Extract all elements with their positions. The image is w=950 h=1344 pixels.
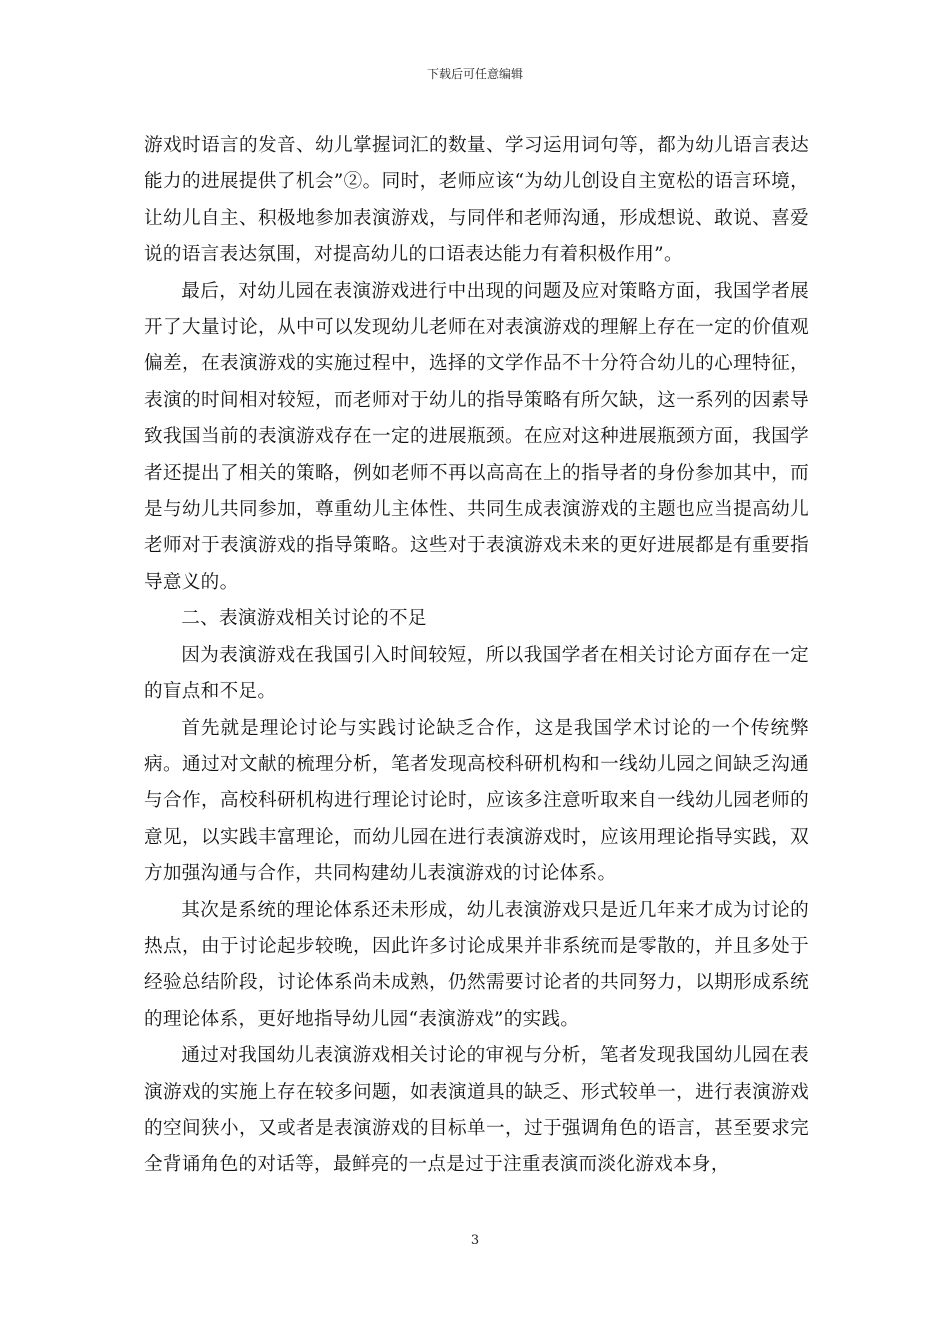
paragraph-continued: 游戏时语言的发音、幼儿掌握词汇的数量、学习运用词句等，都为幼儿语言表达能力的进展提供了机会”②。同时，老师应该“为幼儿创设自主宽松的语言环境，让幼儿自主、积极地参加表演游戏，与同伴和老师沟通，形成想说、敢说、喜爱说的语言表达氛围，对提高幼儿的口语表达能力有着积极作用”。 (144, 135, 809, 266)
paragraph-intro-shortcomings: 因为表演游戏在我国引入时间较短，所以我国学者在相关讨论方面存在一定的盲点和不足。 (144, 644, 809, 703)
paragraph-second-shortcoming: 其次是系统的理论体系还未形成，幼儿表演游戏只是近几年来才成为讨论的热点，由于讨论起步较晚，因此许多讨论成果并非系统而是零散的，并且多处于经验总结阶段，讨论体系尚未成熟，仍然需要讨论者的共同努力，以期形成系统的理论体系，更好地指导幼儿园“表演游戏”的实践。 (144, 899, 809, 1030)
page-number: 3 (470, 1233, 480, 1248)
page-header: 下载后可任意编辑 (426, 67, 523, 81)
section-heading: 二、表演游戏相关讨论的不足 (181, 608, 427, 630)
document-body (144, 128, 809, 1184)
paragraph-finally: 最后，对幼儿园在表演游戏进行中出现的问题及应对策略方面，我国学者展开了大量讨论，从中可以发现幼儿老师在对表演游戏的理解上存在一定的价值观偏差，在表演游戏的实施过程中，选择的文学作品不十分符合幼儿的心理特征，表演的时间相对较短，而老师对于幼儿的指导策略有所欠缺，这一系列的因素导致我国当前的表演游戏存在一定的进展瓶颈。在应对这种进展瓶颈方面，我国学者还提出了相关的策略，例如老师不再以高高在上的指导者的身份参加其中，而是与幼儿共同参加，尊重幼儿主体性、共同生成表演游戏的主题也应当提高幼儿老师对于表演游戏的指导策略。这些对于表演游戏未来的更好进展都是有重要指导意义的。 (144, 280, 809, 593)
paragraph-analysis: 通过对我国幼儿表演游戏相关讨论的审视与分析，笔者发现我国幼儿园在表演游戏的实施上存在较多问题，如表演道具的缺乏、形式较单一，进行表演游戏的空间狭小，又或者是表演游戏的目标单一，过于强调角色的语言，甚至要求完全背诵角色的对话等，最鲜亮的一点是过于注重表演而淡化游戏本身， (144, 1045, 809, 1176)
paragraph-first-shortcoming: 首先就是理论讨论与实践讨论缺乏合作，这是我国学术讨论的一个传统弊病。通过对文献的梳理分析，笔者发现高校科研机构和一线幼儿园之间缺乏沟通与合作，高校科研机构进行理论讨论时，应该多注意听取来自一线幼儿园老师的意见，以实践丰富理论，而幼儿园在进行表演游戏时，应该用理论指导实践，双方加强沟通与合作，共同构建幼儿表演游戏的讨论体系。 (144, 717, 809, 885)
